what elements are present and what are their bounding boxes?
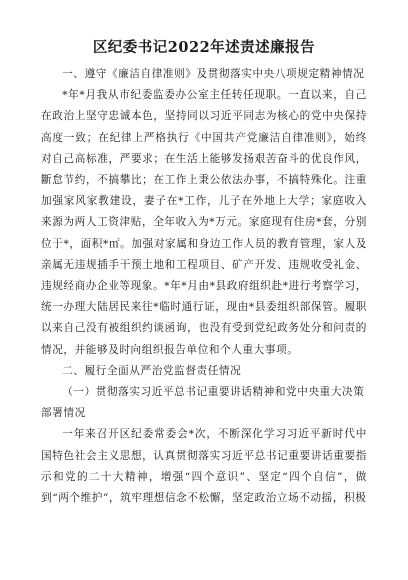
section-heading-1: 一、遵守《廉洁自律准则》及贯彻落实中央八项规定精神情况	[62, 68, 365, 80]
subsection-heading-2-1: （一）贯彻落实习近平总书记重要讲话精神和党中央重大决策部署情况	[41, 386, 365, 420]
section-1-paragraph: *年*月我从市纪委监委办公室主任转任现职。一直以来，自己在政治上坚守忠诚本色，坚持同以习近平同志为核心的党中央保持高度一致；在纪律上严格执行《中国共产党廉洁自律准则》，始终对自己高标准，严要求；在生活上能够发扬艰苦奋斗的优良作风，斷怠节约，不搞攀比；在工作上秉公依法办事，不搞特殊化。注重加强家风家教建设，妻子在*工作，儿子在外地上大学；家庭收入来源为两人工资津贴，全年收入为*万元。家庭现有住房*套，分别位于*，面积*㎡。加强对家属和身边工作人员的教育管理，家人及亲属无违规插手干预土地和工程项目、矿产开发、违规收受礼金、违规经商办企业等现象。*年*月由*县政府组织赴*进行考察学习，统一办理大陆居民来往*临时通行证，现由*县委组织部保管。履职以来自己没有被组织约谈函询，也没有受到党纪政务处分和问责的情况，并能够及时向组织报告单位和个人重大事项。	[41, 89, 367, 356]
subsection-2-1-paragraph: 一年来召开区纪委常委会*次，不断深化学习习近平新时代中国特色社会主义思想，认真贯彻落实习近平总书记重要讲话重要指示和党的二十大精神，增强“四个意识”、坚定“四个自信”，做到“两个维护”，筑牢理想信念不松懈，坚定政治立场不动摇，积极	[41, 428, 367, 505]
document-title: 区纪委书记2022年述责述廉报告	[92, 39, 316, 56]
section-heading-2: 二、履行全面从严治党监督责任情况	[62, 364, 242, 377]
